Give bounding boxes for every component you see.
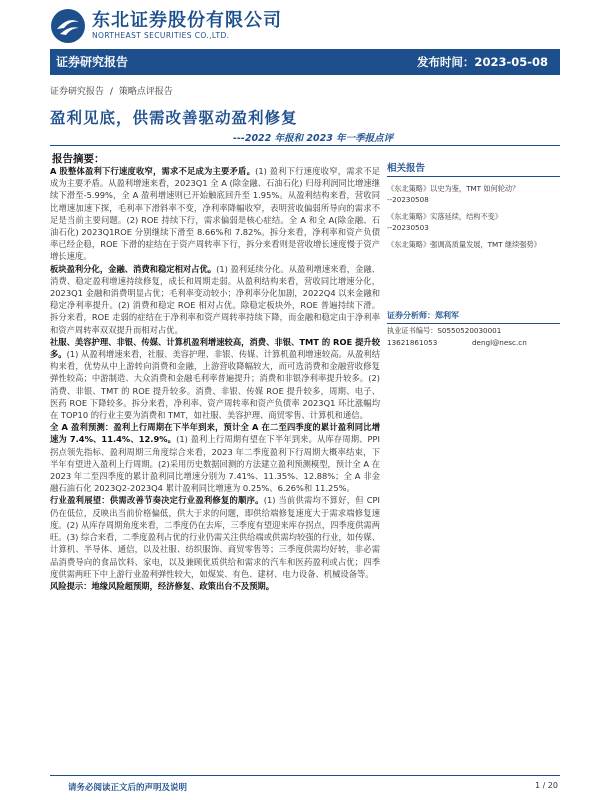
analyst-phone: 13621861053 xyxy=(387,338,438,347)
footer-disclaimer: 请务必阅读正文后的声明及说明 xyxy=(68,783,188,793)
related-report-title: 《东北策略》实落延续，结构不变》 xyxy=(387,212,503,221)
paragraph-lead: 行业盈利展望：供需改善节奏决定行业盈利修复的顺序。 xyxy=(50,495,264,506)
paragraph-text: (1) 盈利延续分化。从盈利增速来看，金融、消费、稳定盈利增速持续修复，成长和周期走弱。从盈利结构来看，营收同比增速分化，2023Q1 金融和消费明显占优；毛利率变动较小；净利率分化加剧，2022Q4 以来金融和稳定净利率提升。(2) 消费和稳定 ROE 相对占优。除稳定板块外，ROE 普遍持续下滑。拆分来看，ROE 走弱的症结在于净利率和资产周转率持续下降，而金融和稳定由于净利率和资产周转率双双提升而相对占优。 xyxy=(50,263,380,335)
related-report-item[interactable] xyxy=(387,183,560,205)
company-name-en: NORTHEAST SECURITIES CO.,LTD. xyxy=(92,31,230,40)
breadcrumb-item: 策略点评报告 xyxy=(118,87,173,97)
summary-heading: 报告摘要： xyxy=(52,153,105,165)
summary-paragraph xyxy=(50,494,380,579)
report-category: 证券研究报告 xyxy=(56,55,129,69)
company-logo xyxy=(50,8,282,44)
summary-paragraph xyxy=(50,263,380,336)
title-divider xyxy=(50,145,560,146)
analyst-license: 执业证书编号：S0550520030001 xyxy=(387,326,502,335)
analyst-email[interactable]: dengl@nesc.cn xyxy=(472,338,527,347)
report-title: 盈利见底，供需改善驱动盈利修复 xyxy=(50,109,298,127)
breadcrumb-item: 证券研究报告 xyxy=(50,87,105,97)
page-number: 1 / 20 xyxy=(534,781,558,790)
risk-warning xyxy=(50,580,380,592)
related-report-title: 《东北策略》强调高质量发展，TMT 继续强势》 xyxy=(387,240,541,249)
paragraph-lead: 板块盈利分化，金融、消费和稳定相对占优。 xyxy=(50,263,217,274)
related-reports xyxy=(387,160,560,256)
footer-divider xyxy=(50,775,560,776)
paragraph-text: (1) 盈利上行周期有望在下半年到来。从库存周期、PPI 拐点领先指标、盈利周期三角度综合来看，2023 年二季度盈利下行周期大概率结束，下半年有望进入盈利上行周期。(2)采用历史数据回测的方法建立盈利预测模型，预计全 A 在 2023 年二至四季度的累计盈利同比增速分别为 7.41%、11.35%、12.88%；全 A 非金融石油石化 2023Q2-2023Q4 累计盈利同比增速为 0.25%、6.26%和 11.25%。 xyxy=(50,434,380,494)
breadcrumb-separator: / xyxy=(109,87,113,97)
summary-body xyxy=(50,165,380,592)
paragraph-lead: 社服、美容护理、非银、传媒、计算机盈利增速较高，消费、非银、TMT 的 ROE 提升较多。 xyxy=(50,336,380,360)
paragraph-text: (1) 从盈利增速来看，社服、美容护理、非银、传媒、计算机盈利增速较高。从盈利结构来看，优势从中上游转向消费和金融，上游营收降幅较大，而可选消费和金融营收修复弹性较高；中游制造、大众消费和金融毛利率普遍提升；消费和非银净利率提升较多。(2) 消费、非银、TMT 的 ROE 提升较多。消费、非银、传媒 ROE 提升较多，周期、电子、医药 ROE 下降较多。拆分来看，净利率、资产周转率和资产负债率 2023Q1 环比涨幅均在 TOP10 的行业主要为消费和 TMT，如社服、美容护理、商贸零售、计算机和通信。 xyxy=(50,349,380,421)
breadcrumb xyxy=(50,84,176,97)
paragraph-lead: 全 A 盈利预测：盈利上行周期在下半年到来，预计全 A 在二至四季度的累计盈利同比增速为 7.4%、11.4%、12.9%。 xyxy=(50,422,380,445)
report-subtitle: ---2022 年报和 2023 年一季报点评 xyxy=(233,133,394,144)
paragraph-lead: 风险提示：地缘风险超预期，经济修复、政策出台不及预期。 xyxy=(50,580,275,591)
related-report-title: 《东北策略》以史为鉴，TMT 如何轮动？ xyxy=(387,184,520,193)
paragraph-text: (1) 当前供需均不算好，但 CPI 仍在低位，反映出当前价格偏低，供大于求的问题，即供给端修复速度大于需求端修复速度。(2) 从库存周期角度来看，二季度仍在去库，三季度有望迎来库存拐点，四季度供需两旺。(3) 综合来看，二季度盈利占优的行业仍需关注供给端或供需均较强的行业，如传媒、计算机、半导体、通信，以及社服、纺织服饰、商贸零售等；三季度供需均好转，非必需品消费导向的食品饮料、家电，以及兼顾优质供给和需求的汽车和医药盈利或占优；四季度供需两旺下中上游行业盈利弹性较大，如煤炭、有色、建材、电力设备、机械设备等。 xyxy=(50,495,380,579)
related-report-item[interactable] xyxy=(387,239,560,250)
summary-paragraph xyxy=(50,336,380,421)
summary-paragraph xyxy=(50,165,380,263)
summary-paragraph xyxy=(50,421,380,494)
related-report-date: --20230508 xyxy=(387,195,429,204)
paragraph-text: (1) 盈利下行速度收窄，需求不足成为主要矛盾。从盈利增速来看，2023Q1 全 A (除金融、石油石化) 归母利润同比增速继续下滑至-5.99%，全 A 盈利增速则已开始触底回升至 1.95%。从盈利结构来看，营收同比增速加速下探，毛利率下滑斜率不变，净利率降幅收窄，表明营收偏弱所导向的需求不足是当前主要问题。(2) ROE 持续下行，需求偏弱是核心症结。全 A 和全 A(除金融、石油石化) 2023Q1ROE 分别继续下滑至 8.66%和 7.82%。拆分来看，净利率和资产负债率已经企稳，ROE 下滑的症结在于资产周转率下行，拆分来看则是营收增长速度慢于资产增长速度。 xyxy=(50,166,380,262)
paragraph-lead: A 股整体盈利下行速度收窄，需求不足成为主要矛盾。 xyxy=(50,166,256,176)
analyst-heading: 证券分析师：郑利军 xyxy=(387,310,560,324)
related-reports-heading: 相关报告 xyxy=(387,160,560,177)
related-report-item[interactable] xyxy=(387,211,560,233)
company-logo-icon xyxy=(50,8,86,44)
company-name-cn: 东北证券股份有限公司 xyxy=(92,10,282,31)
publish-date: 发布时间：2023-05-08 xyxy=(416,55,548,69)
related-report-date: --20230503 xyxy=(387,223,429,232)
